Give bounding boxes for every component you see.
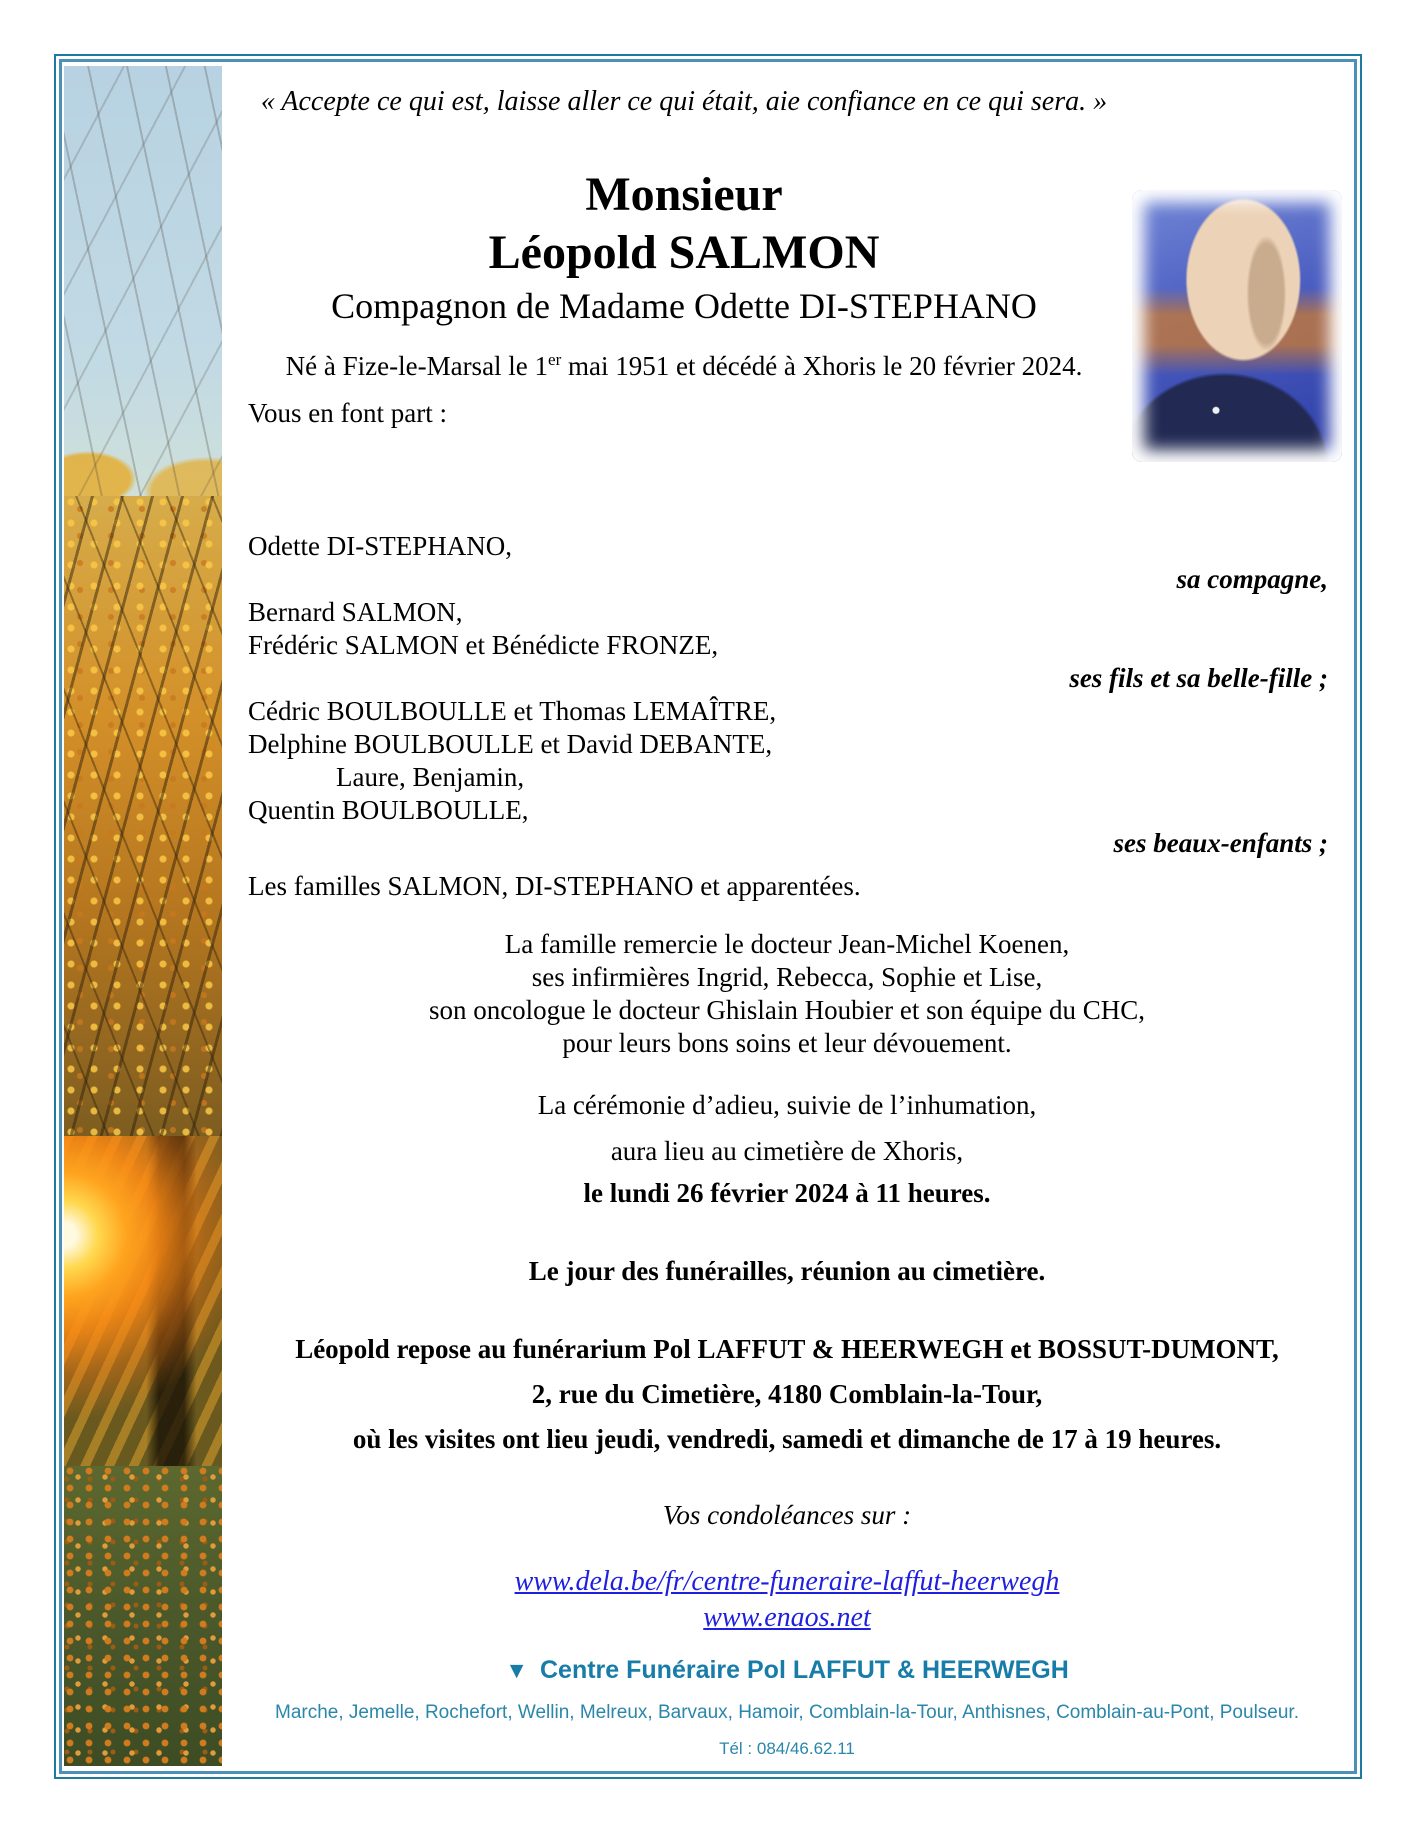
ceremony-location-line: aura lieu au cimetière de Xhoris, bbox=[610, 1136, 964, 1166]
family-member-line: Odette DI-STEPHANO, bbox=[248, 531, 512, 561]
family-member-line: Cédric BOULBOULLE et Thomas LEMAÎTRE, bbox=[248, 696, 777, 726]
repository-address-line: 2, rue du Cimetière, 4180 Comblain-la-Tour, bbox=[531, 1379, 1043, 1409]
family-member-line: Frédéric SALMON et Bénédicte FRONZE, bbox=[248, 630, 719, 660]
deceased-portrait-photo bbox=[1132, 190, 1342, 462]
header-block bbox=[228, 166, 1140, 382]
relation-label: ses beaux-enfants ; bbox=[1113, 828, 1328, 858]
autumn-tree-photo bbox=[64, 66, 222, 1766]
enaos-website-link[interactable]: www.enaos.net bbox=[703, 1602, 871, 1633]
family-member-line: Bernard SALMON, bbox=[248, 597, 463, 627]
announcement-label: Vous en font part : bbox=[248, 398, 447, 428]
epigraph-quote: « Accepte ce qui est, laisse aller ce qui était, aie confiance en ce qui sera. » bbox=[260, 86, 1108, 117]
thanks-line: pour leurs bons soins et leur dévouement. bbox=[562, 1028, 1012, 1058]
dela-website-link[interactable]: www.dela.be/fr/centre-funeraire-laffut-heerwegh bbox=[514, 1566, 1060, 1597]
ordinal-superscript: er bbox=[548, 350, 562, 369]
family-member-line: Delphine BOULBOULLE et David DEBANTE, bbox=[248, 729, 773, 759]
relation-label: sa compagne, bbox=[1176, 564, 1328, 594]
family-member-line: Quentin BOULBOULLE, bbox=[248, 795, 529, 825]
funeral-home-name: Centre Funéraire Pol LAFFUT & HEERWEGH bbox=[540, 1656, 1069, 1684]
page-title-monsieur: Monsieur bbox=[585, 168, 783, 221]
funeral-meeting-line: Le jour des funérailles, réunion au cimetière. bbox=[528, 1256, 1046, 1286]
condolences-link-row bbox=[228, 1566, 1346, 1598]
condolences-label: Vos condoléances sur : bbox=[662, 1500, 912, 1530]
funeral-home-heading bbox=[228, 1656, 1346, 1685]
birth-death-line bbox=[228, 350, 1140, 382]
ceremony-line: La cérémonie d’adieu, suivie de l’inhumation, bbox=[537, 1090, 1037, 1120]
family-member-line: Laure, Benjamin, bbox=[336, 762, 525, 792]
photo-sunburst-area bbox=[64, 1136, 222, 1466]
thanks-line: son oncologue le docteur Ghislain Houbier et son équipe du CHC, bbox=[428, 995, 1146, 1025]
ceremony-date-line: le lundi 26 février 2024 à 11 heures. bbox=[583, 1178, 991, 1208]
families-closing-line: Les familles SALMON, DI-STEPHANO et apparentées. bbox=[248, 871, 861, 901]
photo-foliage-area bbox=[64, 496, 222, 1136]
repository-line: Léopold repose au funérarium Pol LAFFUT & HEERWEGH et BOSSUT-DUMONT, bbox=[295, 1334, 1279, 1364]
partner-subtitle: Compagnon de Madame Odette DI-STEPHANO bbox=[331, 286, 1037, 326]
funeral-home-locations: Marche, Jemelle, Rochefort, Wellin, Melreux, Barvaux, Hamoir, Comblain-la-Tour, Anthisnes, Comblain-au-Pont, Poulseur. bbox=[275, 1702, 1299, 1723]
family-list bbox=[248, 530, 1328, 903]
birth-death-part2: mai 1951 et décédé à Xhoris le 20 février 2024. bbox=[561, 351, 1083, 381]
photo-sky-area bbox=[64, 66, 222, 496]
thanks-line: La famille remercie le docteur Jean-Michel Koenen, bbox=[504, 929, 1070, 959]
thanks-line: ses infirmières Ingrid, Rebecca, Sophie et Lise, bbox=[531, 962, 1043, 992]
down-triangle-icon: ▼ bbox=[505, 1657, 528, 1683]
visiting-hours-line: où les visites ont lieu jeudi, vendredi, samedi et dimanche de 17 à 19 heures. bbox=[352, 1424, 1222, 1454]
thanks-paragraph bbox=[228, 928, 1346, 1060]
relation-label: ses fils et sa belle-fille ; bbox=[1069, 663, 1328, 693]
funeral-home-phone: Tél : 084/46.62.11 bbox=[719, 1739, 855, 1758]
condolences-link-row bbox=[228, 1602, 1346, 1634]
photo-leaves-grass-area bbox=[64, 1466, 222, 1766]
birth-death-part1: Né à Fize-le-Marsal le 1 bbox=[285, 351, 549, 381]
page-title-name: Léopold SALMON bbox=[488, 226, 880, 279]
